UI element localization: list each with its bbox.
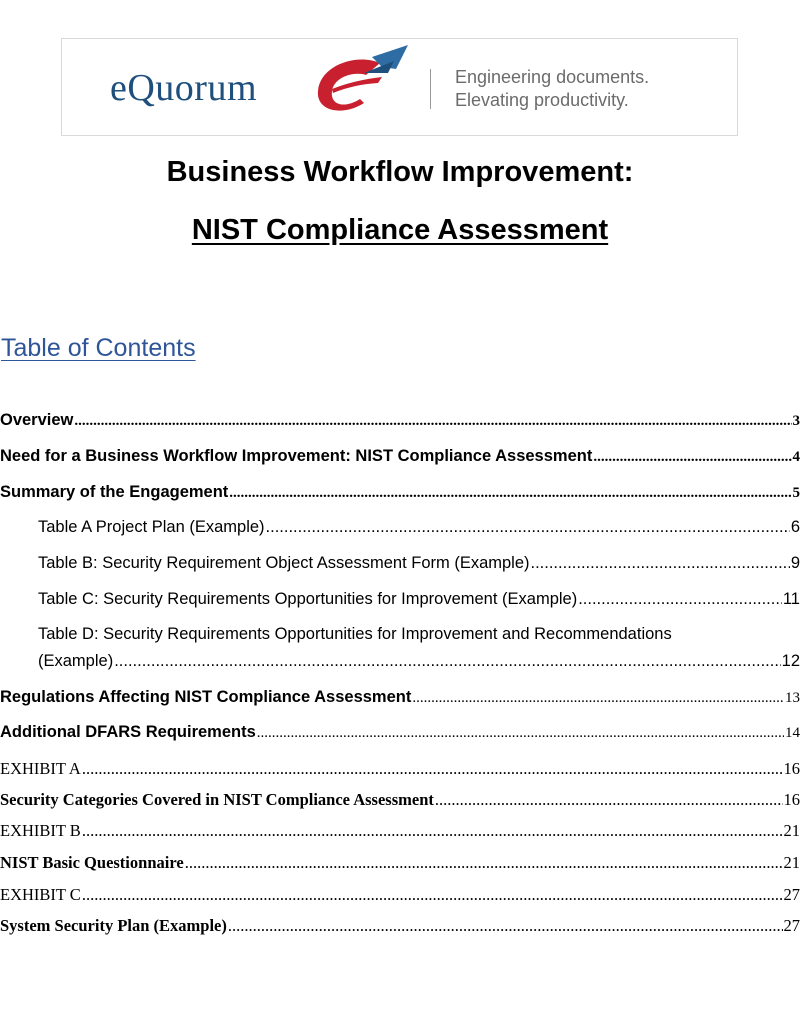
toc-entry-exhibit-b[interactable]: EXHIBIT B ..... 21 [0, 821, 800, 841]
logo-wordmark: eQuorum [110, 67, 258, 109]
tagline-line-2: Elevating productivity. [455, 90, 629, 110]
document-title-line-1: Business Workflow Improvement: [166, 156, 634, 188]
toc-entry-summary[interactable]: Summary of the Engagement ..... 5 [0, 483, 800, 502]
toc-entry-nist-questionnaire[interactable]: NIST Basic Questionnaire ..... 21 [0, 853, 800, 873]
toc-entry-security-categories[interactable]: Security Categories Covered in NIST Compliance Assessment ..... 16 [0, 790, 800, 810]
logo-banner [61, 38, 738, 136]
toc-entry-need[interactable]: Need for a Business Workflow Improvement: NIST Compliance Assessment ..... 4 [0, 447, 800, 466]
toc-entry-table-c[interactable]: Table C: Security Requirements Opportunities for Improvement (Example) ..... 11 [38, 590, 800, 609]
toc-entry-regulations[interactable]: Regulations Affecting NIST Compliance Assessment ..... 13 [0, 688, 800, 707]
logo-divider [430, 69, 431, 109]
toc-heading: Table of Contents [1, 334, 196, 362]
toc-entry-table-d[interactable]: (Example) ..... 12 [38, 652, 800, 671]
toc-entry-system-security-plan[interactable]: System Security Plan (Example) ..... 27 [0, 916, 800, 936]
document-title-line-2: NIST Compliance Assessment [191, 214, 609, 246]
toc-entry-table-b[interactable]: Table B: Security Requirement Object Assessment Form (Example) ..... 9 [38, 554, 800, 573]
toc-entry-dfars[interactable]: Additional DFARS Requirements ..... 14 [0, 723, 800, 742]
toc-entry-exhibit-a[interactable]: EXHIBIT A ..... 16 [0, 759, 800, 779]
toc-entry-overview[interactable]: Overview ..... 3 [0, 411, 800, 430]
toc-entry-exhibit-c[interactable]: EXHIBIT C ..... 27 [0, 885, 800, 905]
toc-entry-table-a[interactable]: Table A Project Plan (Example) ..... 6 [38, 518, 800, 537]
toc-entry-table-d-line-1[interactable]: Table D: Security Requirements Opportunities for Improvement and Recommendations [38, 625, 672, 643]
equorum-e-icon [302, 43, 412, 123]
logo-tagline [455, 66, 649, 112]
tagline-line-1: Engineering documents. [455, 67, 650, 87]
